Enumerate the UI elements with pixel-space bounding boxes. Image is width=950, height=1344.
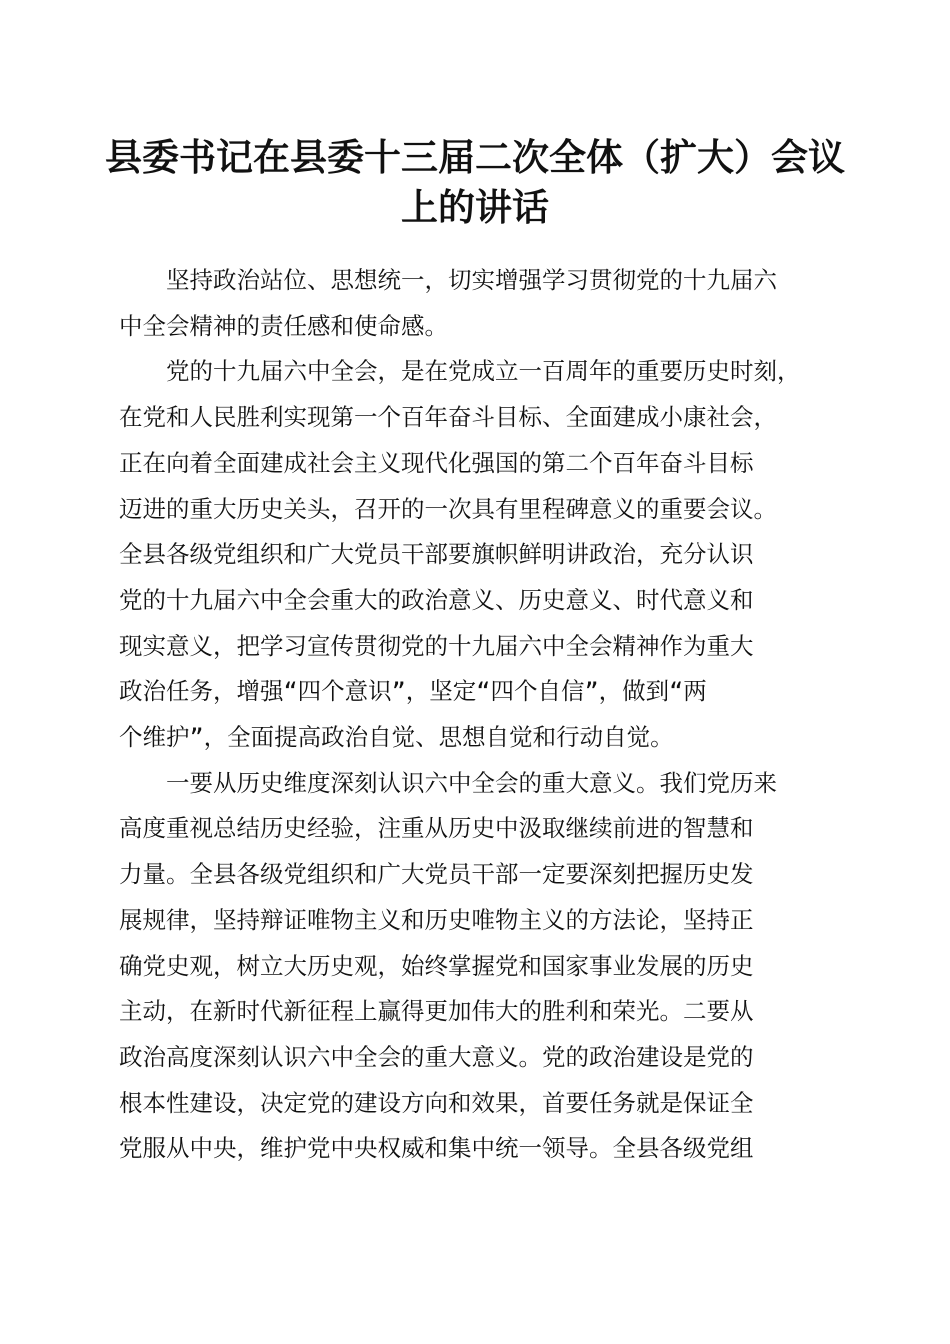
paragraph — [119, 349, 831, 760]
title-line: 县委书记在县委十三届二次全体（扩大）会议 — [105, 135, 845, 179]
text-line: 迈进的重大历史关头，召开的一次具有里程碑意义的重要会议。 — [119, 494, 777, 523]
text-line: 中全会精神的责任感和使命感。 — [119, 311, 448, 340]
document-body — [119, 258, 831, 1172]
text-line: 力量。全县各级党组织和广大党员干部一定要深刻把握历史发 — [119, 860, 754, 889]
text-line: 个维护”，全面提高政治自觉、思想自觉和行动自觉。 — [119, 723, 674, 752]
text-line: 根本性建设，决定党的建设方向和效果，首要任务就是保证全 — [119, 1088, 754, 1117]
text-line: 正在向着全面建成社会主义现代化强国的第二个百年奋斗目标 — [119, 448, 754, 477]
text-line: 政治高度深刻认识六中全会的重大意义。党的政治建设是党的 — [119, 1042, 754, 1071]
text-line: 现实意义，把学习宣传贯彻党的十九届六中全会精神作为重大 — [119, 631, 754, 660]
text-line: 全县各级党组织和广大党员干部要旗帜鲜明讲政治，充分认识 — [119, 540, 754, 569]
paragraph — [119, 258, 831, 349]
document-title — [100, 132, 850, 232]
text-line: 展规律，坚持辩证唯物主义和历史唯物主义的方法论，坚持正 — [119, 905, 754, 934]
paragraph — [119, 761, 831, 1172]
text-line: 一要从历史维度深刻认识六中全会的重大意义。我们党历来 — [119, 768, 777, 797]
title-line: 上的讲话 — [401, 185, 549, 229]
text-line: 高度重视总结历史经验，注重从历史中汲取继续前进的智慧和 — [119, 814, 754, 843]
text-line: 党的十九届六中全会，是在党成立一百周年的重要历史时刻， — [119, 357, 801, 386]
text-line: 坚持政治站位、思想统一，切实增强学习贯彻党的十九届六 — [119, 266, 777, 294]
text-line: 党服从中央，维护党中央权威和集中统一领导。全县各级党组 — [119, 1134, 754, 1163]
text-line: 在党和人民胜利实现第一个百年奋斗目标、全面建成小康社会， — [119, 403, 777, 432]
text-line: 确党史观，树立大历史观，始终掌握党和国家事业发展的历史 — [119, 951, 754, 980]
text-line: 政治任务，增强“四个意识”，坚定“四个自信”，做到“两 — [119, 677, 707, 706]
text-line: 党的十九届六中全会重大的政治意义、历史意义、时代意义和 — [119, 585, 754, 614]
text-line: 主动，在新时代新征程上赢得更加伟大的胜利和荣光。二要从 — [119, 997, 754, 1026]
